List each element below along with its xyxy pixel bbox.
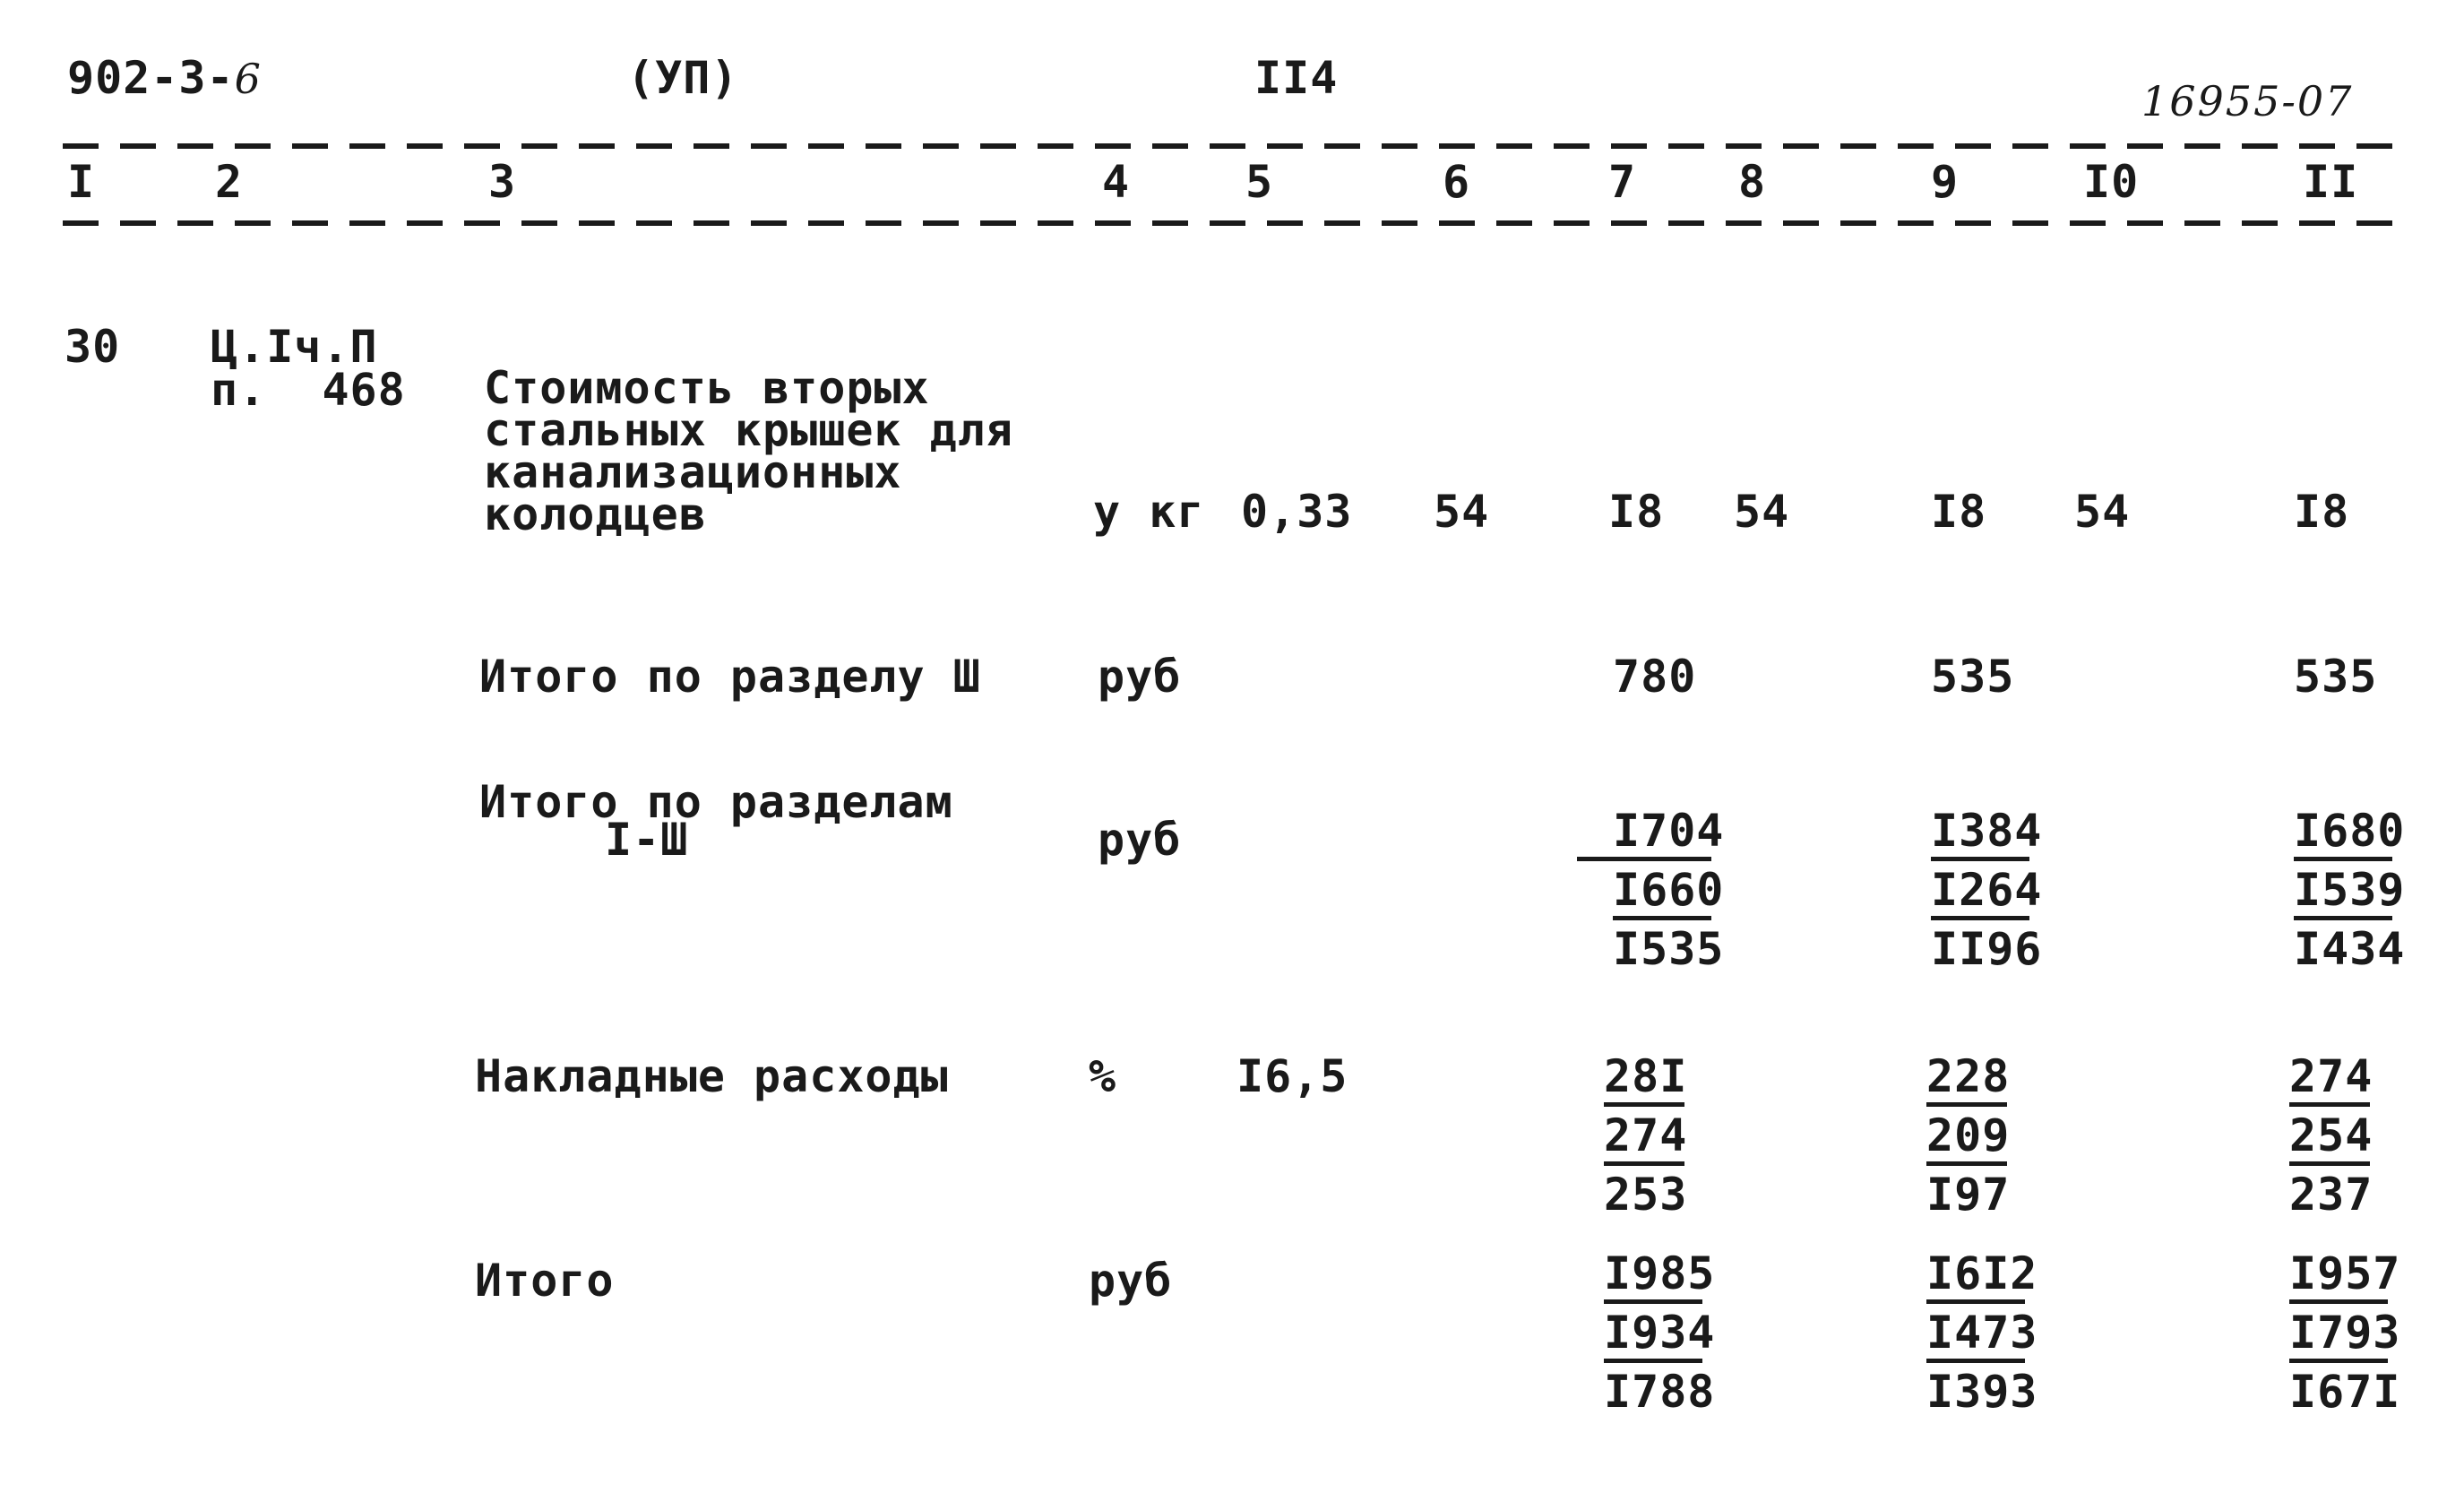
sections-total-col7-value: I660 [1613,864,1725,916]
overhead-unit: % [1089,1050,1117,1102]
grand-total-col7-value: I934 [1604,1307,1716,1359]
item-unit: у кг [1093,486,1205,538]
fraction-line [2289,1102,2370,1107]
item-description-line: канализационных [484,446,902,498]
item-description-line: стальных крышек для [484,404,1013,456]
fraction-line [2294,857,2392,861]
item-description-line: Стоимость вторых [484,362,930,414]
fraction-line [2294,916,2392,920]
column-number-11: II [2303,156,2359,208]
sections-total-col11-value: I434 [2294,923,2406,975]
fraction-line [1926,1359,2025,1363]
grand-total-unit: руб [1089,1255,1173,1307]
column-number-1: I [67,156,96,208]
overhead-col9-value: 228 [1926,1050,2011,1102]
grand-total-label: Итого [475,1255,615,1307]
overhead-col11-value: 237 [2289,1169,2374,1221]
row-number: 30 [65,321,121,373]
column-number-4: 4 [1102,156,1131,208]
item-col9: I8 [1931,486,1987,538]
series-label: (УП) [627,52,739,104]
grand-total-col11-value: I957 [2289,1247,2401,1299]
fraction-line [1577,857,1711,861]
fraction-line [1613,916,1711,920]
section-total-col11: 535 [2294,651,2378,703]
grand-total-col9-value: I393 [1926,1366,2038,1418]
fraction-line [1604,1161,1684,1166]
column-number-9: 9 [1931,156,1960,208]
item-col7: I8 [1608,486,1665,538]
fraction-line [1604,1102,1684,1107]
sections-total-col11-value: I539 [2294,864,2406,916]
item-col11: I8 [2294,486,2350,538]
column-number-5: 5 [1245,156,1274,208]
fraction-line [1926,1102,2007,1107]
sections-total-unit: руб [1098,814,1182,866]
sections-total-col7-value: I704 [1613,805,1725,857]
overhead-col9-value: I97 [1926,1169,2011,1221]
item-col6: 54 [1434,486,1490,538]
item-col5: 0,33 [1241,486,1353,538]
grand-total-col11-value: I67I [2289,1366,2401,1418]
overhead-col11-value: 274 [2289,1050,2374,1102]
column-number-3: 3 [488,156,517,208]
fraction-line [1926,1161,2007,1166]
fraction-line [1931,916,2029,920]
fraction-line [2289,1161,2370,1166]
column-number-6: 6 [1443,156,1471,208]
grand-total-col9-value: I473 [1926,1307,2038,1359]
overhead-col11-value: 254 [2289,1109,2374,1161]
item-description [484,362,1013,540]
fraction-line [1604,1359,1702,1363]
source-reference-prefix: п. [211,364,267,416]
sections-total-col11-value: I680 [2294,805,2406,857]
grand-total-col11-value: I793 [2289,1307,2401,1359]
grand-total-col7-value: I788 [1604,1366,1716,1418]
document-code-prefix: 902-3- [67,52,235,104]
overhead-col9-value: 209 [1926,1109,2011,1161]
fraction-line [1926,1299,2025,1304]
column-number-8: 8 [1738,156,1767,208]
sections-total-col9-value: II96 [1931,923,2043,975]
grand-total-col9-value: I6I2 [1926,1247,2038,1299]
sections-total-col7-value: I535 [1613,923,1725,975]
overhead-col7-value: 274 [1604,1109,1688,1161]
overhead-col7-value: 253 [1604,1169,1688,1221]
overhead-rate: I6,5 [1236,1050,1348,1102]
overhead-label: Накладные расходы [475,1050,949,1102]
sections-total-col9-value: I384 [1931,805,2043,857]
column-number-2: 2 [215,156,244,208]
overhead-col7-value: 28I [1604,1050,1688,1102]
source-reference-value: 468 [322,364,406,416]
section-total-unit: руб [1098,651,1182,703]
fraction-line [2289,1299,2388,1304]
sections-total-label: Итого по разделам [479,776,953,828]
section-total-col9: 535 [1931,651,2015,703]
item-col8: 54 [1734,486,1790,538]
sections-total-col9-value: I264 [1931,864,2043,916]
item-col10: 54 [2074,486,2131,538]
fraction-line [1931,857,2029,861]
column-number-7: 7 [1608,156,1637,208]
fraction-line [2289,1359,2388,1363]
page-number: II4 [1254,52,1339,104]
source-reference-line1: Ц.Iч.П [211,321,378,373]
section-total-col7: 780 [1613,651,1697,703]
source-reference-line2 [211,364,406,416]
document-code [67,52,263,104]
sections-total-range: I-Ш [605,814,689,866]
archive-number: 16955-07 [2141,77,2354,125]
item-description-line: колодцев [484,488,707,540]
header-rule-bottom [63,220,2401,226]
grand-total-col7-value: I985 [1604,1247,1716,1299]
section-total-label: Итого по разделу Ш [479,651,981,703]
document-code-suffix: 6 [234,55,263,103]
column-number-10: I0 [2083,156,2140,208]
fraction-line [1604,1299,1702,1304]
header-rule-top [63,143,2401,149]
